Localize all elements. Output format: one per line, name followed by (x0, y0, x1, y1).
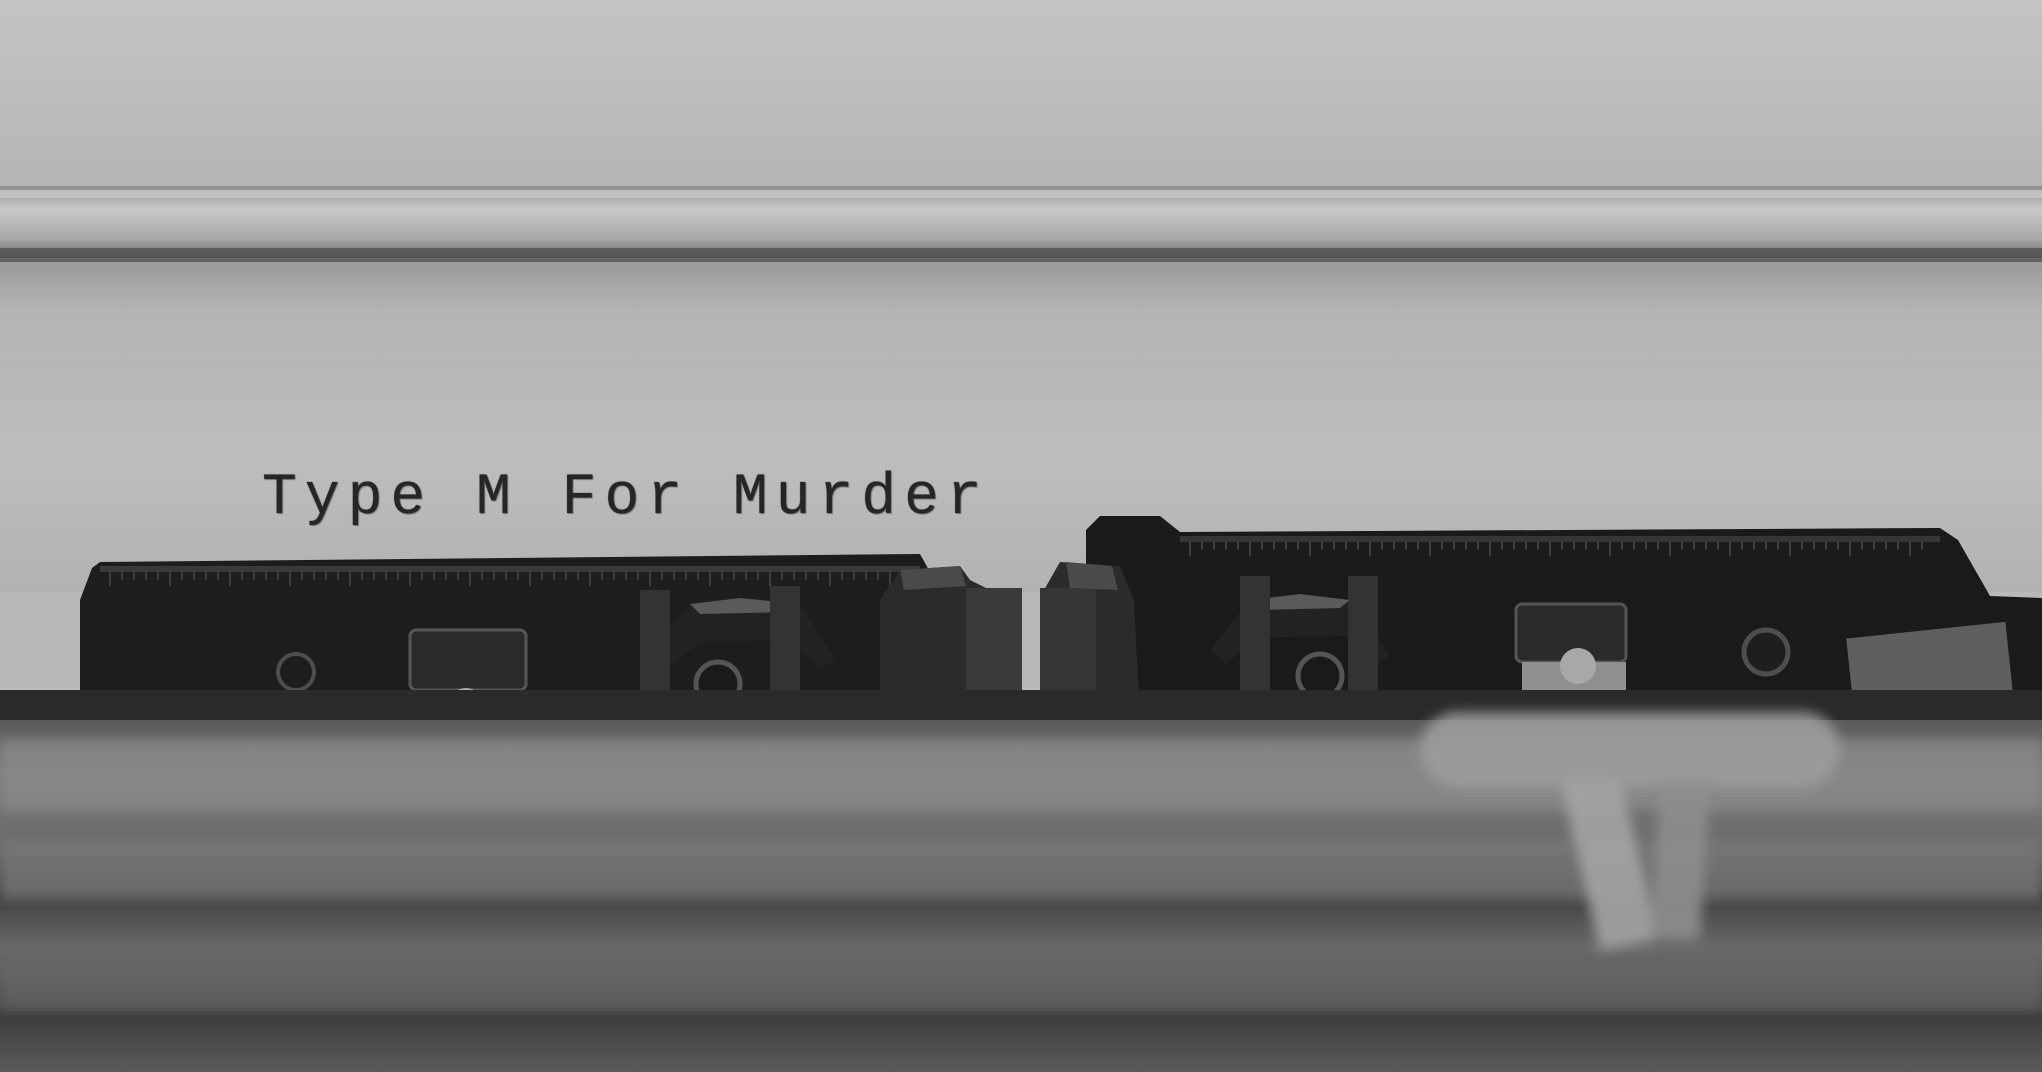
foreground-blur (0, 712, 2042, 1072)
paper-bail-rod (0, 186, 2042, 262)
background (0, 0, 2042, 200)
typed-text: Type M For Murder (262, 466, 990, 531)
